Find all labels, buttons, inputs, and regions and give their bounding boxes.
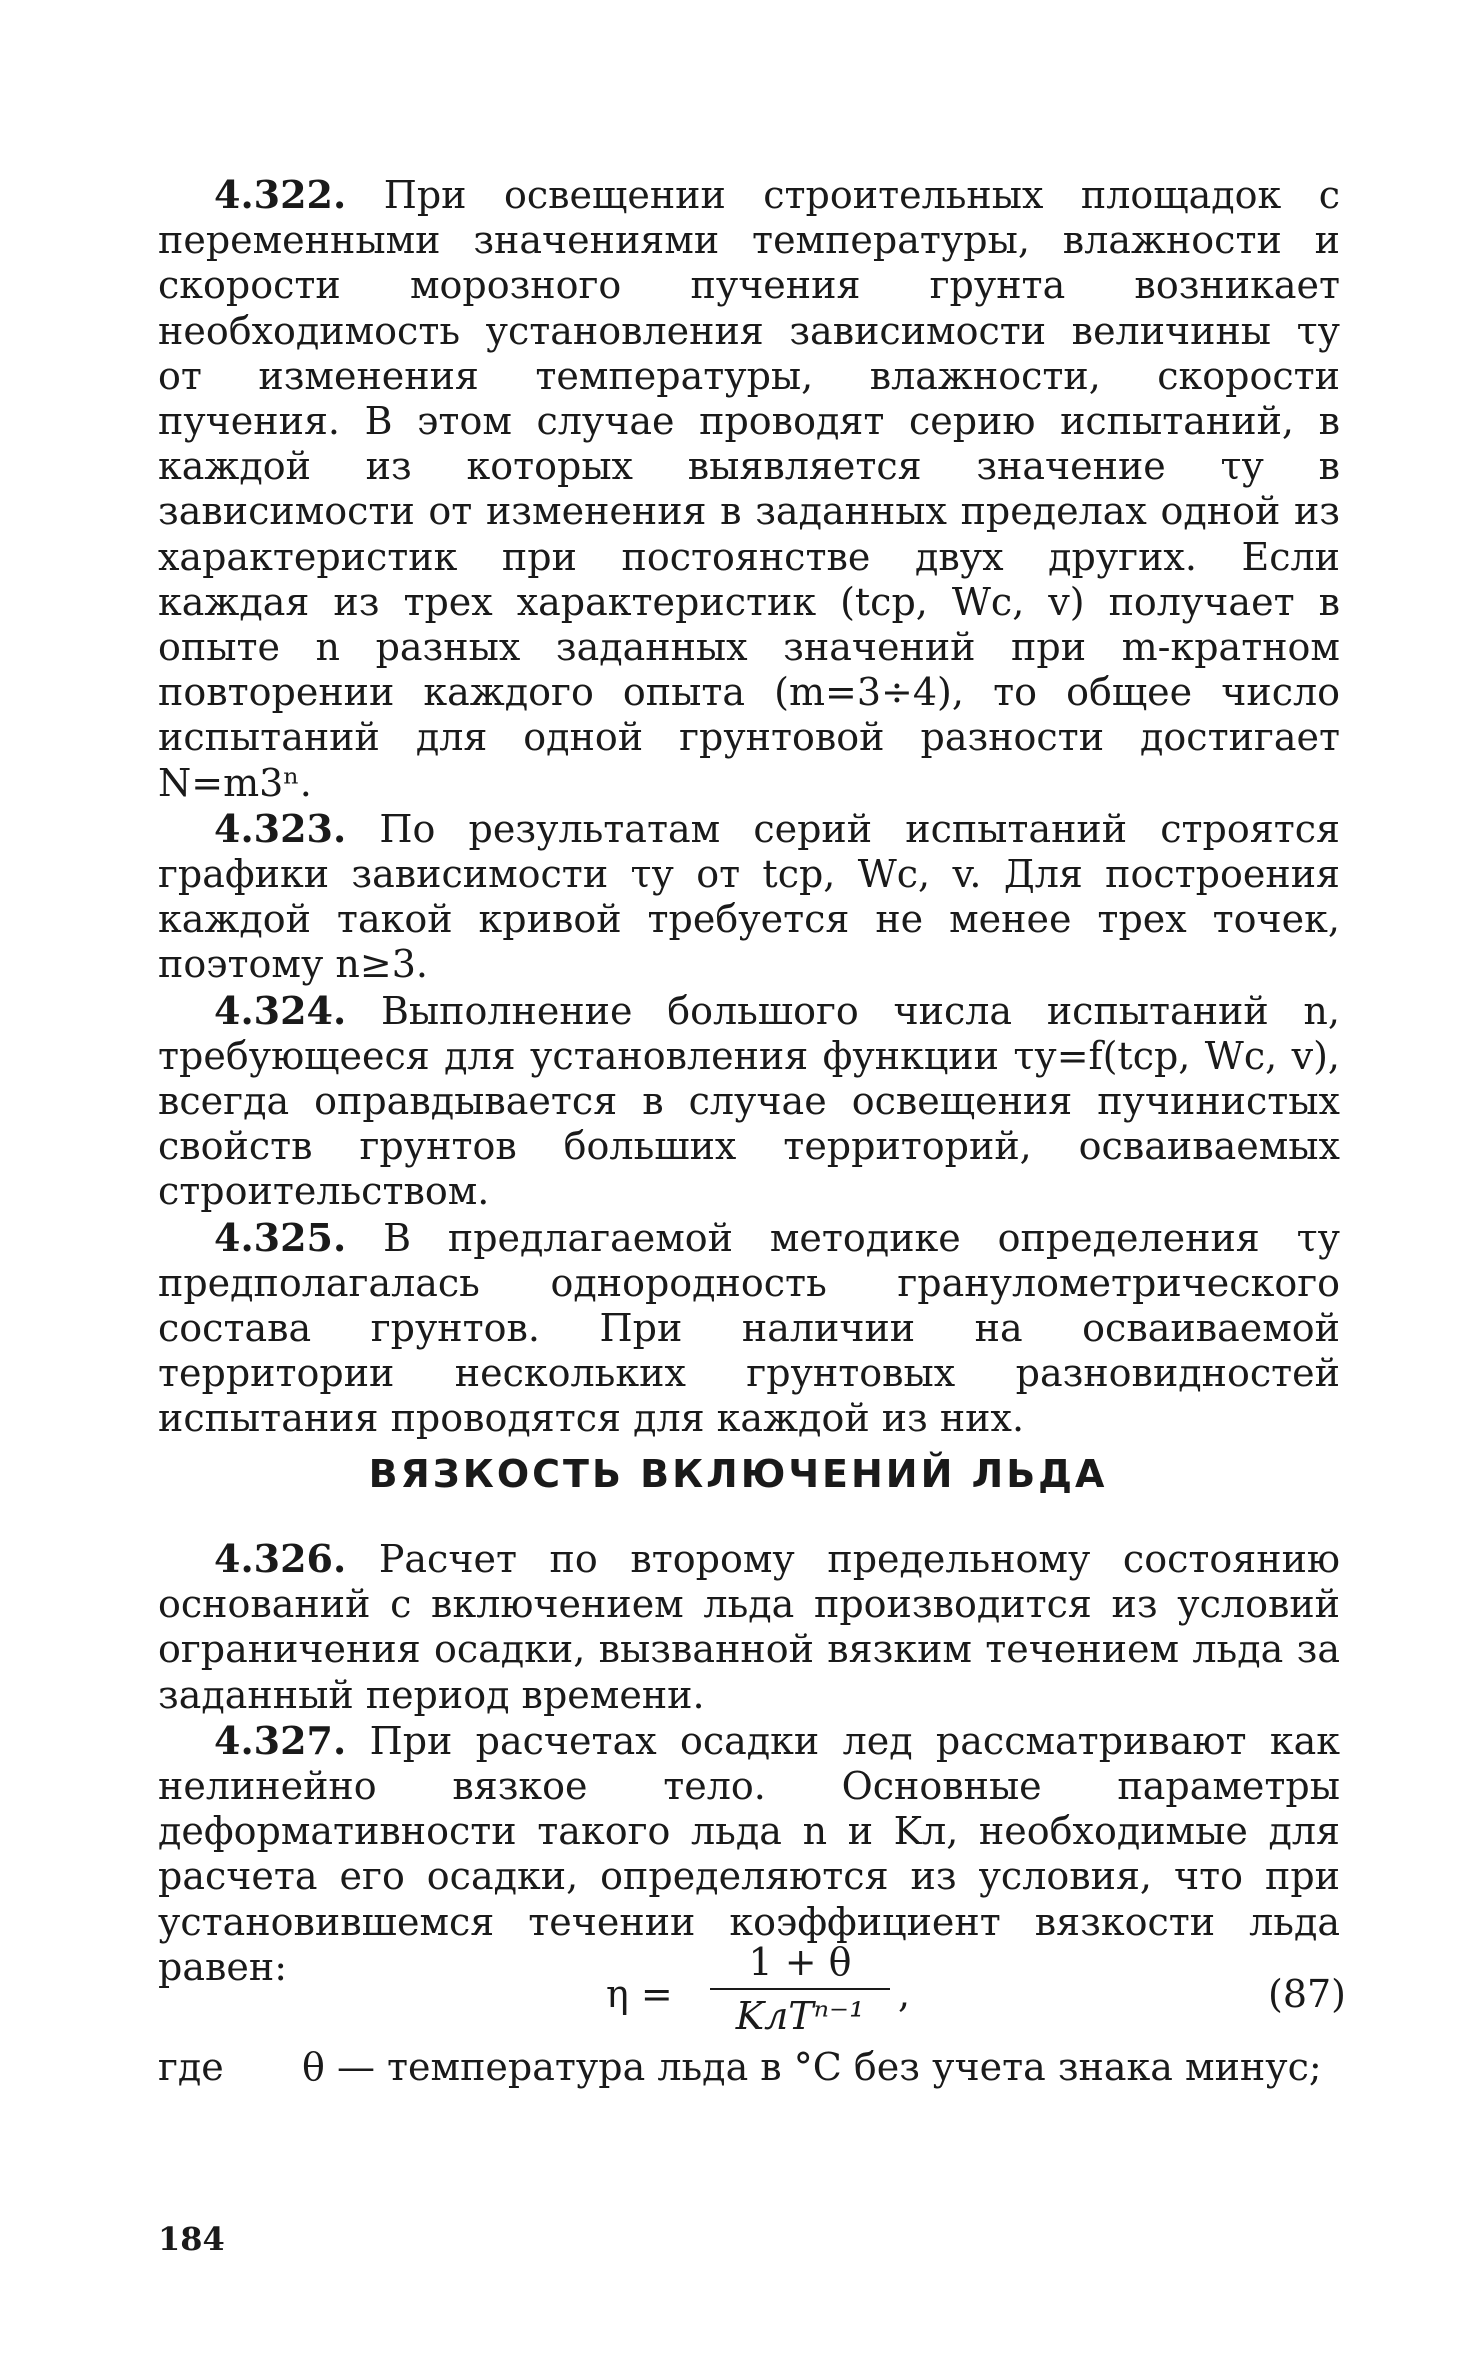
paragraph-4-324 [158, 988, 1340, 1215]
formula-lhs: η = [606, 1972, 673, 2016]
paragraph-number: 4.325. [214, 1214, 347, 1260]
formula-viscosity [590, 1940, 950, 2060]
paragraph-number: 4.323. [214, 805, 347, 851]
paragraph-4-322 [158, 172, 1340, 806]
paragraph-text: Расчет по второму предельному состоянию оснований с включением льда производится из условий ограничения осадки, вызванной вязким течением льда за заданный период времени. [158, 1537, 1340, 1717]
paragraph-text: При расчетах осадки лед рассматривают как нелинейно вязкое тело. Основные параметры деформативности такого льда n и Kл, необходимые для расчета его осадки, определяются из условия, что при установившемся течении коэффициент вязкости льда равен: [158, 1718, 1340, 1989]
paragraph-4-323 [158, 806, 1340, 988]
body-text-bottom [158, 1536, 1340, 1990]
equation-number: (87) [1268, 1972, 1347, 2016]
paragraph-text: В предлагаемой методике определения τу предполагалась однородность гранулометрического состава грунтов. При наличии на осваиваемой территории нескольких грунтовых разновидностей испытания проводятся для каждой из них. [158, 1215, 1340, 1441]
formula-comma: , [898, 1972, 911, 2016]
formula-fraction [710, 1940, 890, 2038]
where-label: где [158, 2045, 224, 2089]
paragraph-number: 4.322. [214, 172, 347, 217]
paragraph-4-326 [158, 1536, 1340, 1718]
page-number: 184 [158, 2220, 225, 2258]
paragraph-text: При освещении строительных площадок с переменными значениями температуры, влажности и скорости морозного пучения грунта возникает необходимость установления зависимости величины τу от изменения температуры, влажности, скорости пучения. В этом случае проводят серию испытаний, в каждой из которых выявляется значение τу в зависимости от изменения в заданных пределах одной из характеристик при постоянстве двух других. Если каждая из трех характеристик (tср, Wс, v) получает в опыте n разных заданных значений при m-кратном повторении каждого опыта (m=3÷4), то общее число испытаний для одной грунтовой разности достигает N=m3ⁿ. [158, 173, 1340, 805]
paragraph-number: 4.327. [214, 1717, 347, 1763]
paragraph-text: Выполнение большого числа испытаний n, требующееся для установления функции τу=f(tср, Wс, v), всегда оправдывается в случае освещения пучинистых свойств грунтов больших территорий, осваиваемых строительством. [158, 988, 1340, 1214]
section-heading: ВЯЗКОСТЬ ВКЛЮЧЕНИЙ ЛЬДА [368, 1452, 1108, 1496]
where-definition: θ — температура льда в °С без учета знака минус; [302, 2045, 1322, 2089]
formula-numerator: 1 + θ [748, 1940, 852, 1984]
formula-denominator: KлTⁿ⁻¹ [735, 1994, 865, 2038]
paragraph-text: По результатам серий испытаний строятся графики зависимости τу от tср, Wс, v. Для построения каждой такой кривой требуется не менее трех точек, поэтому n≥3. [158, 806, 1340, 987]
paragraph-number: 4.326. [214, 1536, 347, 1581]
paragraph-number: 4.324. [214, 987, 347, 1033]
body-text-top [158, 172, 1340, 1442]
fraction-bar [710, 1988, 890, 1990]
paragraph-4-325 [158, 1215, 1340, 1442]
